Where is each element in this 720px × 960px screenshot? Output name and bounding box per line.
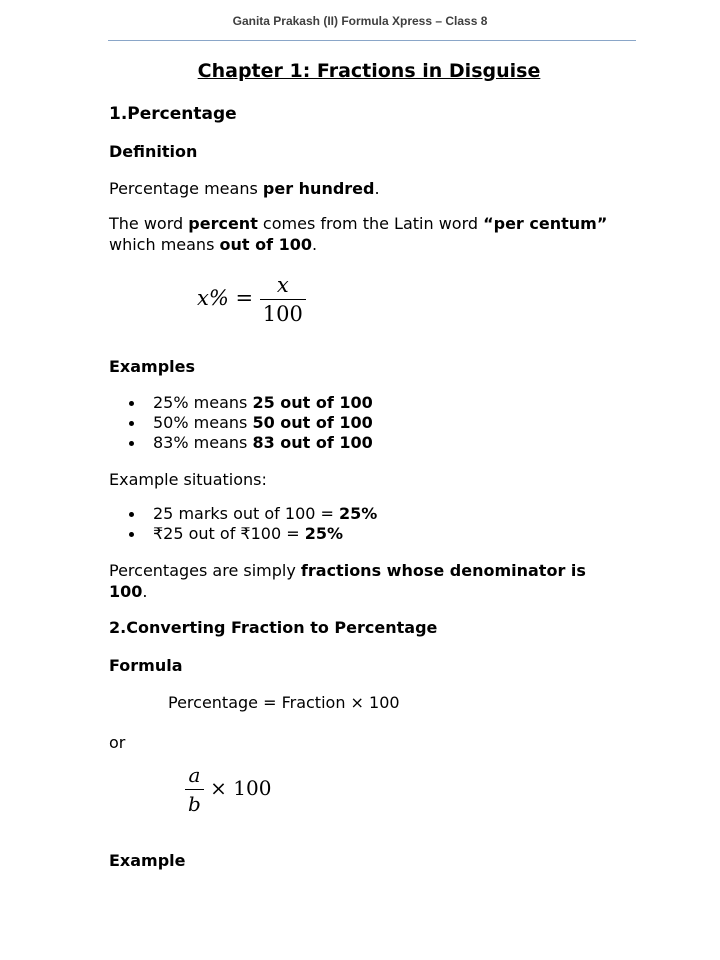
bold-term-per-centum: “per centum” bbox=[483, 214, 608, 233]
bold-run: 25 out of 100 bbox=[252, 393, 373, 412]
bold-term-per-hundred: per hundred bbox=[262, 179, 375, 198]
percent-formula bbox=[109, 269, 629, 339]
bullet-icon bbox=[129, 512, 134, 517]
percent-equation bbox=[197, 273, 306, 326]
formula-lhs: x% = bbox=[197, 286, 254, 310]
fraction-expression bbox=[185, 763, 271, 816]
section-heading-converting: 2.Converting Fraction to Percentage bbox=[109, 618, 438, 637]
document-body bbox=[109, 58, 629, 887]
bold-run: 83 out of 100 bbox=[252, 433, 373, 452]
fraction-formula bbox=[109, 761, 629, 821]
formula-heading: Formula bbox=[109, 656, 183, 675]
fraction-denominator: b bbox=[185, 789, 204, 816]
examples-list bbox=[109, 393, 629, 453]
situations-label: Example situations: bbox=[109, 470, 267, 489]
bullet-icon bbox=[129, 421, 134, 426]
bullet-icon bbox=[129, 532, 134, 537]
list-item bbox=[129, 393, 629, 413]
or-label: or bbox=[109, 733, 126, 752]
examples-heading: Examples bbox=[109, 357, 196, 376]
text-run: . bbox=[142, 582, 148, 601]
header-divider bbox=[108, 40, 636, 41]
chapter-title: Chapter 1: Fractions in Disguise bbox=[197, 60, 541, 82]
text-run: . bbox=[312, 235, 318, 254]
list-item bbox=[129, 413, 629, 433]
definition-sentence-1 bbox=[109, 178, 629, 199]
fraction-multiplier: × 100 bbox=[210, 776, 272, 800]
bold-run: fractions whose denominator is 100 bbox=[109, 561, 586, 601]
definition-heading: Definition bbox=[109, 142, 198, 161]
ab-fraction bbox=[185, 763, 204, 816]
fraction-numerator: a bbox=[188, 763, 201, 787]
text-run: comes from the Latin word bbox=[257, 214, 484, 233]
bold-run: 25% bbox=[304, 524, 344, 543]
bold-term-percent: percent bbox=[188, 214, 258, 233]
running-header: Ganita Prakash (II) Formula Xpress – Class 8 bbox=[232, 14, 488, 28]
summary-sentence bbox=[109, 560, 629, 602]
text-run: 25% means bbox=[153, 393, 253, 412]
text-run: 50% means bbox=[153, 413, 253, 432]
text-run: Percentages are simply bbox=[109, 561, 301, 580]
text-run: ₹25 out of ₹100 = bbox=[153, 524, 305, 543]
list-item bbox=[129, 504, 629, 524]
text-run: . bbox=[374, 179, 380, 198]
conversion-formula: Percentage = Fraction × 100 bbox=[168, 693, 400, 712]
section-heading-percentage: 1.Percentage bbox=[109, 104, 237, 124]
formula-denominator: 100 bbox=[260, 299, 306, 326]
situations-list bbox=[109, 504, 629, 544]
text-run: 25 marks out of 100 = bbox=[153, 504, 340, 523]
list-item bbox=[129, 524, 629, 544]
bold-run: 25% bbox=[339, 504, 378, 523]
formula-fraction bbox=[260, 273, 306, 326]
formula-numerator: x bbox=[276, 273, 289, 297]
bullet-icon bbox=[129, 401, 134, 406]
text-run: Percentage means bbox=[109, 179, 263, 198]
bold-term-out-of-100: out of 100 bbox=[219, 235, 313, 254]
example-heading: Example bbox=[109, 851, 186, 870]
text-run: 83% means bbox=[153, 433, 253, 452]
definition-sentence-2 bbox=[109, 213, 629, 255]
bold-run: 50 out of 100 bbox=[252, 413, 373, 432]
text-run: The word bbox=[109, 214, 189, 233]
list-item bbox=[129, 433, 629, 453]
text-run: which means bbox=[109, 235, 220, 254]
bullet-icon bbox=[129, 441, 134, 446]
